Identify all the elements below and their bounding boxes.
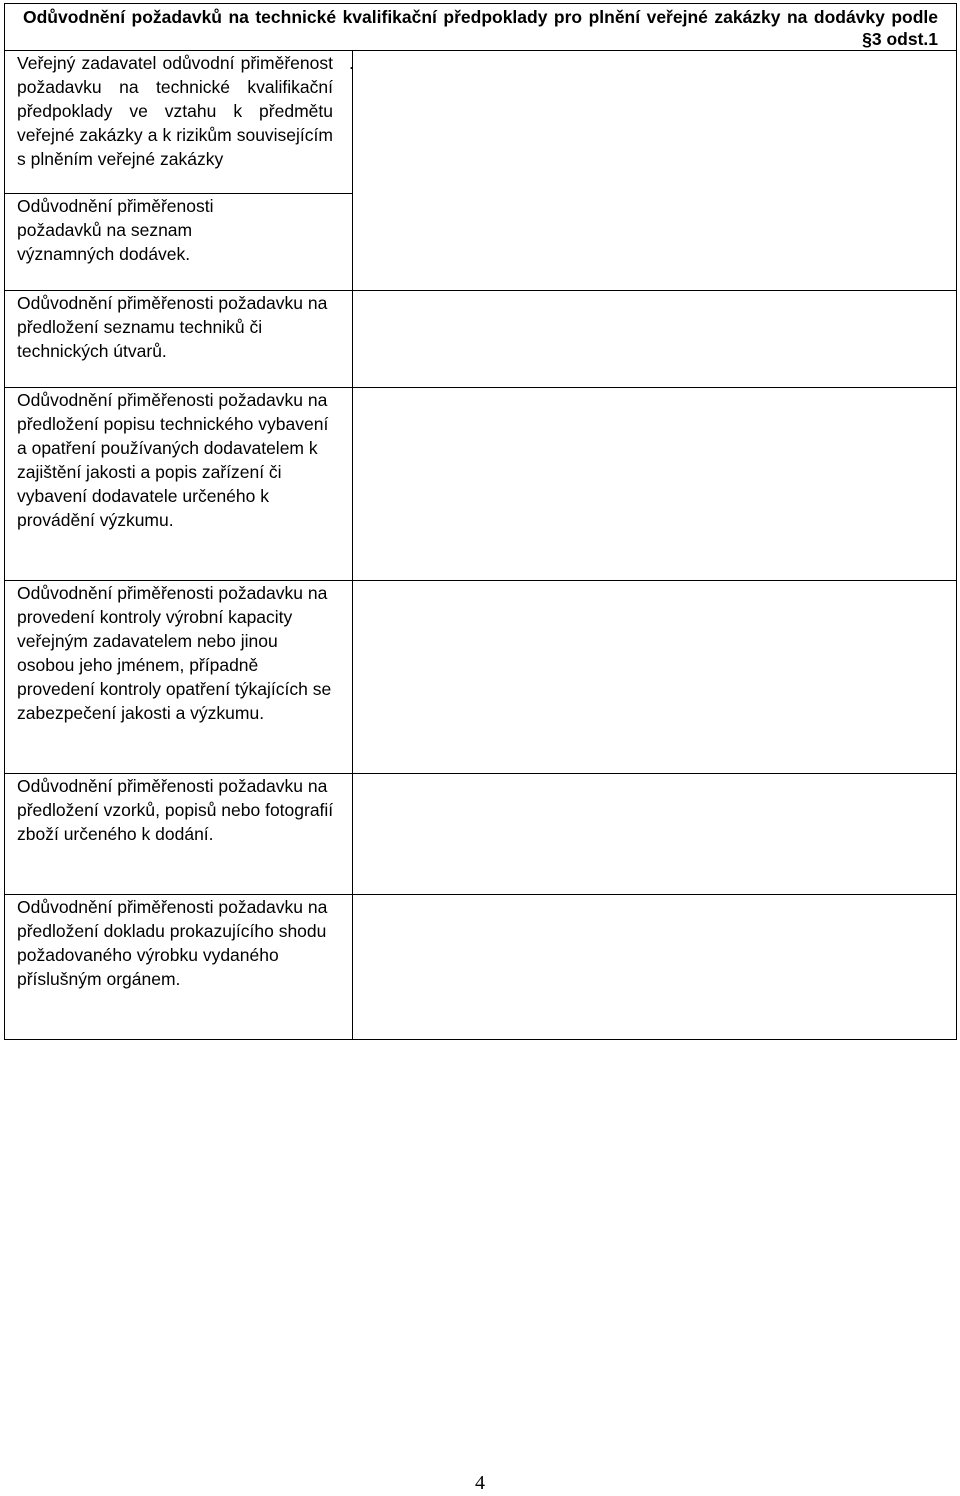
row-label: Odůvodnění přiměřenosti požadavku na předložení seznamu techniků či technických útvarů.	[17, 293, 328, 361]
row-label-cell	[5, 194, 353, 291]
table-row	[5, 291, 957, 388]
table-row	[5, 895, 957, 1040]
row-value-cell[interactable]	[353, 388, 957, 581]
row-label-cell	[5, 388, 353, 581]
row-label-cell	[5, 774, 353, 895]
row-label: Odůvodnění přiměřenosti požadavku na předložení dokladu prokazujícího shodu požadovaného výrobku vydaného příslušným orgánem.	[17, 897, 328, 989]
row-label: Odůvodnění přiměřenosti požadavku na předložení vzorků, popisů nebo fotografií zboží určeného k dodání.	[17, 776, 334, 844]
requirements-table	[4, 3, 957, 1040]
row-value-cell[interactable]	[353, 895, 957, 1040]
row-label-cell	[5, 291, 353, 388]
intro-text: Veřejný zadavatel odůvodní přiměřenost požadavku na technické kvalifikační předpoklady ve vztahu k předmětu veřejné zakázky a k rizikům souvisejícím s plněním veřejné zakázky	[17, 53, 333, 169]
row-label: Odůvodnění přiměřenosti požadavku na provedení kontroly výrobní kapacity veřejným zadavatelem nebo jinou osobou jeho jménem, případně provedení kontroly opatření týkajících se zabezpečení jakosti a výzkumu.	[17, 583, 332, 723]
page-number: 4	[475, 1472, 485, 1494]
intro-cell	[5, 51, 353, 194]
intro-row	[5, 51, 957, 194]
title-row	[5, 4, 957, 51]
table-title: Odůvodnění požadavků na technické kvalifikační předpoklady pro plnění veřejné zakázky na dodávky podle §3 odst.1	[5, 4, 957, 51]
row-label: Odůvodnění přiměřenosti požadavku na předložení popisu technického vybavení a opatření používaných dodavatelem k zajištění jakosti a popis zařízení či vybavení dodavatele určeného k provádění výzkumu.	[17, 390, 329, 530]
table-row	[5, 774, 957, 895]
row-label-cell	[5, 895, 353, 1040]
intro-mark: .	[349, 53, 354, 73]
row-value-cell[interactable]	[353, 581, 957, 774]
row-value-cell[interactable]	[353, 291, 957, 388]
table-row	[5, 581, 957, 774]
row-label: Odůvodnění přiměřenosti požadavků na seznam významných dodávek.	[17, 196, 214, 264]
table-row	[5, 388, 957, 581]
row-value-cell[interactable]	[353, 774, 957, 895]
row-label-cell	[5, 581, 353, 774]
intro-answer-cell	[349, 51, 957, 291]
